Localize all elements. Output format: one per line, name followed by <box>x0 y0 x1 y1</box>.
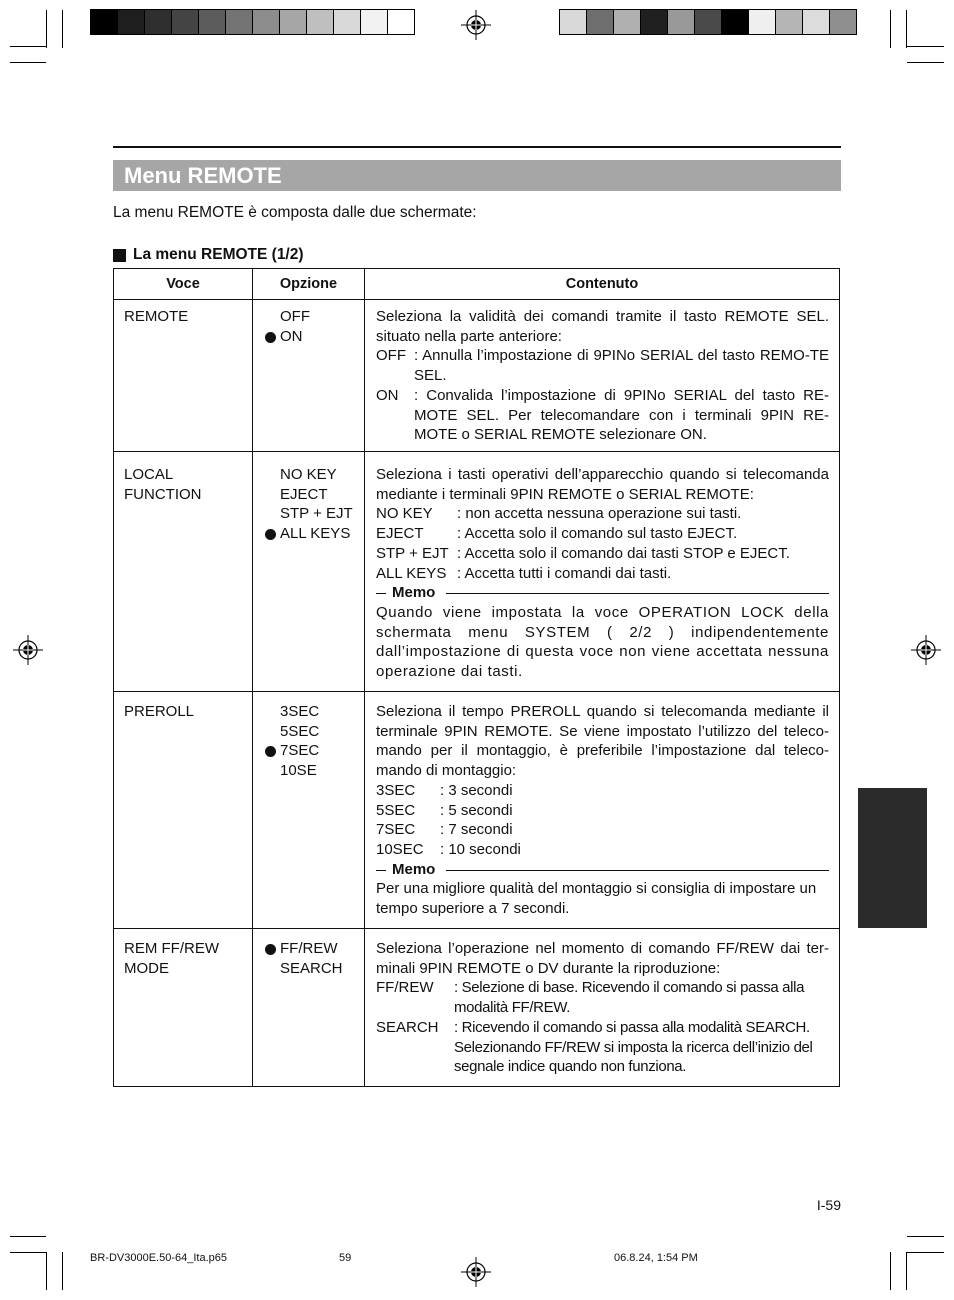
option-label: STP + EJT <box>280 505 353 523</box>
item-text: : 5 secondi <box>440 801 513 819</box>
option-item <box>264 741 364 761</box>
option-item <box>264 524 364 544</box>
color-swatch <box>253 10 280 34</box>
option-label: 10SE <box>280 762 317 780</box>
color-bar-left <box>90 9 415 35</box>
content-item <box>376 820 829 840</box>
selected-dot-icon <box>265 746 276 757</box>
content-intro: Seleziona i tasti operativi dell’apparecchio quando si telecomanda mediante i terminali 9PIN REMOTE o SERIAL REMOTE: <box>376 466 829 503</box>
option-item <box>264 307 364 327</box>
memo-text: Quando viene impostata la voce OPERATION LOCK della schermata menu SYSTEM ( 2/2 ) indipendentemente dall’impostazione di questa voce non viene accettata nessuna operazione dai tasti. <box>376 603 829 681</box>
memo-label: Memo <box>392 583 439 603</box>
item-text: : 10 secondi <box>440 840 521 858</box>
registration-mark-icon <box>13 635 43 665</box>
column-header-contenuto: Contenuto <box>565 276 639 292</box>
content-item <box>376 564 829 584</box>
section-heading-label: La menu REMOTE (1/2) <box>133 246 304 263</box>
color-swatch <box>280 10 307 34</box>
option-item <box>264 761 364 781</box>
color-swatch <box>830 10 856 34</box>
voce-cell <box>124 702 249 722</box>
option-list <box>264 307 364 346</box>
content-cell <box>376 307 829 445</box>
registration-mark-icon <box>911 635 941 665</box>
color-swatch <box>91 10 118 34</box>
item-key: 10SEC <box>376 840 424 858</box>
column-header-voce: Voce <box>166 276 200 292</box>
item-text: : Annulla l’impostazione di 9PINo SERIAL del tasto REMO-TE SEL. <box>414 347 829 385</box>
page-title: Menu REMOTE <box>113 160 841 191</box>
content-item <box>376 386 829 445</box>
content-item <box>376 840 829 860</box>
color-swatch <box>199 10 226 34</box>
footer-file-name: BR-DV3000E.50-64_Ita.p65 <box>90 1252 227 1264</box>
option-label: 5SEC <box>280 722 320 740</box>
option-item <box>264 939 364 959</box>
row-divider <box>114 451 839 452</box>
item-text: : Accetta solo il comando dai tasti STOP e EJECT. <box>457 544 790 562</box>
option-item <box>264 959 364 979</box>
color-swatch <box>388 10 414 34</box>
option-label: OFF <box>280 308 310 325</box>
intro-text: La menu REMOTE è composta dalle due schermate: <box>113 204 477 221</box>
item-key: FF/REW <box>376 979 434 997</box>
menu-table <box>113 268 840 1087</box>
color-swatch <box>226 10 253 34</box>
color-swatch <box>722 10 749 34</box>
option-item <box>264 465 364 485</box>
color-swatch <box>560 10 587 34</box>
color-swatch <box>587 10 614 34</box>
color-swatch <box>614 10 641 34</box>
content-intro: Seleziona l’operazione nel momento di comando FF/REW dai ter-minali 9PIN REMOTE o DV durante la riproduzione: <box>376 940 829 977</box>
option-item <box>264 504 364 524</box>
voce-cell <box>124 939 249 978</box>
color-bar-right <box>559 9 857 35</box>
content-cell <box>376 702 829 919</box>
selected-dot-icon <box>265 529 276 540</box>
item-key: ON <box>376 386 399 404</box>
option-label: EJECT <box>280 485 328 503</box>
item-key: NO KEY <box>376 505 433 523</box>
option-label: SEARCH <box>280 959 343 977</box>
option-label: 3SEC <box>280 703 320 720</box>
item-text: : Ricevendo il comando si passa alla modalità SEARCH. Selezionando FF/REW si imposta la ricerca dell’inizio del segnale indice quando non funziona. <box>454 1018 813 1076</box>
color-swatch <box>172 10 199 34</box>
item-key: EJECT <box>376 525 424 543</box>
color-swatch <box>641 10 668 34</box>
content-cell <box>376 939 829 1077</box>
content-item <box>376 524 829 544</box>
top-rule <box>113 146 841 148</box>
content-item <box>376 544 829 564</box>
option-label: FF/REW <box>280 940 338 957</box>
registration-mark-icon <box>461 1257 491 1287</box>
option-list <box>264 702 364 781</box>
item-key: OFF <box>376 347 406 365</box>
item-text: : Accetta tutti i comandi dai tasti. <box>457 564 672 582</box>
option-label: ON <box>280 327 303 345</box>
option-label: ALL KEYS <box>280 525 351 543</box>
option-item <box>264 327 364 347</box>
option-item <box>264 722 364 742</box>
memo-divider <box>376 860 829 880</box>
item-key: STP + EJT <box>376 544 449 562</box>
item-key: 7SEC <box>376 821 416 839</box>
column-divider <box>364 269 365 1086</box>
content-item <box>376 504 829 524</box>
color-swatch <box>668 10 695 34</box>
option-item <box>264 702 364 722</box>
voce-line: REM FF/REW <box>124 940 219 957</box>
content-intro: Seleziona la validità dei comandi tramite il tasto REMOTE SEL. situato nella parte anteriore: <box>376 308 829 345</box>
voce-line: MODE <box>124 959 169 977</box>
selected-dot-icon <box>265 332 276 343</box>
color-swatch <box>361 10 388 34</box>
color-swatch <box>749 10 776 34</box>
column-header-opzione: Opzione <box>279 276 338 292</box>
option-label: 7SEC <box>280 742 320 760</box>
option-item <box>264 485 364 505</box>
color-swatch <box>803 10 830 34</box>
voce-cell <box>124 465 249 504</box>
color-swatch <box>776 10 803 34</box>
row-divider <box>114 928 839 929</box>
content-item <box>376 346 829 385</box>
voce-line: REMOTE <box>124 308 189 325</box>
item-key: 5SEC <box>376 801 416 819</box>
column-divider <box>252 269 253 1086</box>
memo-divider <box>376 583 829 603</box>
color-swatch <box>145 10 172 34</box>
content-item <box>376 978 829 1017</box>
item-text: : 3 secondi <box>440 781 513 799</box>
color-swatch <box>334 10 361 34</box>
item-key: ALL KEYS <box>376 564 447 582</box>
square-bullet-icon <box>113 249 126 262</box>
color-swatch <box>118 10 145 34</box>
voce-cell <box>124 307 249 327</box>
content-cell <box>376 465 829 682</box>
item-key: 3SEC <box>376 781 416 799</box>
content-item <box>376 1018 829 1077</box>
color-swatch <box>307 10 334 34</box>
voce-line: PREROLL <box>124 703 195 720</box>
item-key: SEARCH <box>376 1018 439 1036</box>
content-item <box>376 801 829 821</box>
color-swatch <box>695 10 722 34</box>
item-text: : non accetta nessuna operazione sui tasti. <box>457 505 742 523</box>
selected-dot-icon <box>265 944 276 955</box>
item-text: : Convalida l’impostazione di 9PINo SERIAL del tasto RE-MOTE SEL. Per telecomandare con i terminali 9PIN RE-MOTE o SERIAL REMOTE selezionare ON. <box>414 386 829 444</box>
option-label: NO KEY <box>280 466 337 483</box>
section-heading <box>113 246 304 264</box>
page-number: I-59 <box>816 1197 841 1213</box>
section-tab <box>858 788 927 928</box>
memo-label: Memo <box>392 860 439 880</box>
content-item <box>376 781 829 801</box>
item-text: : Accetta solo il comando sul tasto EJECT. <box>457 525 738 543</box>
content-intro: Seleziona il tempo PREROLL quando si telecomanda mediante il terminale 9PIN REMOTE. Se viene impostato l’utilizzo del teleco-mando per il montaggio, è preferibile l’impostazione dal teleco-mando di montaggio: <box>376 703 829 780</box>
registration-mark-icon <box>461 10 491 40</box>
option-list <box>264 465 364 544</box>
memo-text: Per una migliore qualità del montaggio si consiglia di impostare un tempo superiore a 7 secondi. <box>376 880 817 918</box>
option-list <box>264 939 364 978</box>
voce-line: LOCAL <box>124 466 174 483</box>
footer-timestamp: 06.8.24, 1:54 PM <box>614 1252 698 1264</box>
footer-sheet-number: 59 <box>339 1252 352 1264</box>
voce-line: FUNCTION <box>124 485 202 503</box>
header-rule <box>114 299 839 300</box>
row-divider <box>114 691 839 692</box>
item-text: : 7 secondi <box>440 821 513 839</box>
item-text: : Selezione di base. Ricevendo il comando si passa alla modalità FF/REW. <box>454 979 805 1017</box>
